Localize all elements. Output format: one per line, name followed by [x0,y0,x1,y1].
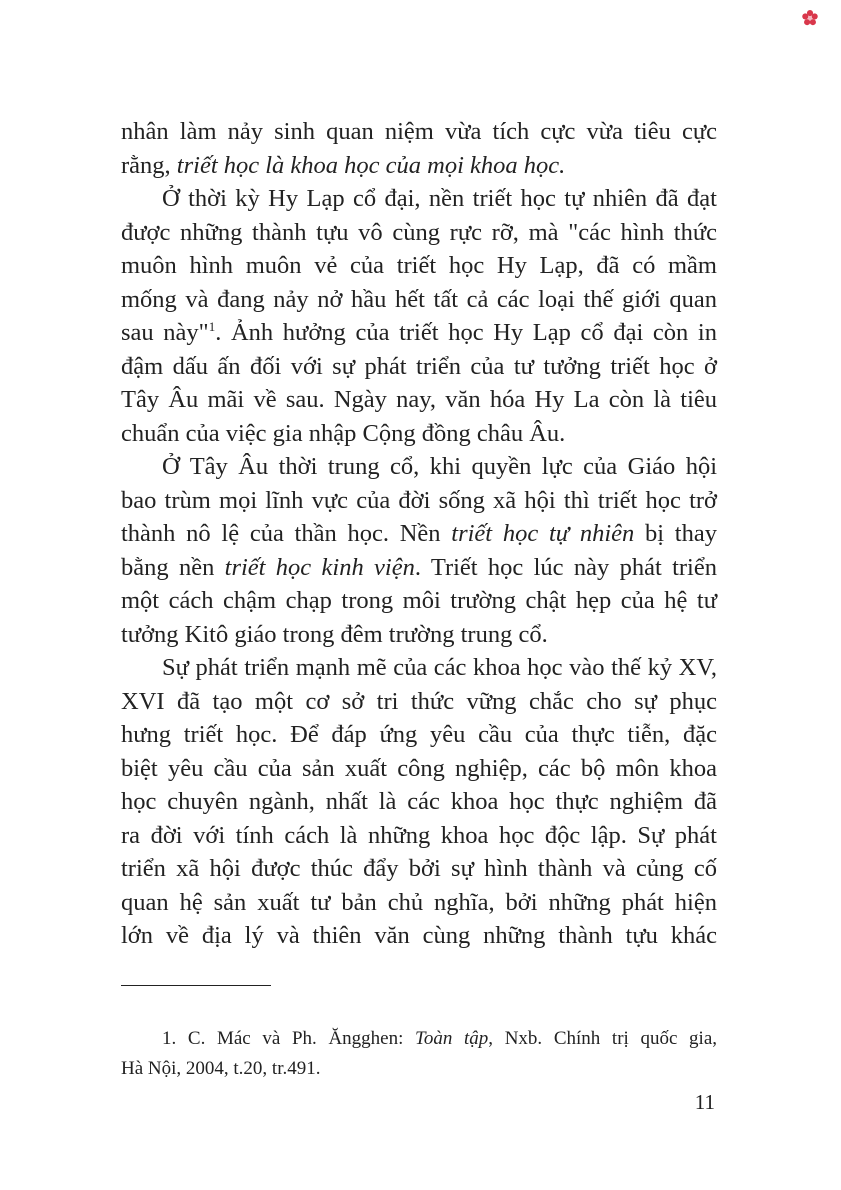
italic-title: Toàn tập [415,1028,489,1049]
text-line: biệt yêu cầu của sản xuất công nghiệp, các bộ môn khoa [121,754,717,782]
text-line: bao trùm mọi lĩnh vực của đời sống xã hội thì triết học trở [121,486,717,514]
text-line: XVI đã tạo một cơ sở tri thức vững chắc cho sự phục [121,687,717,715]
text-line: quan hệ sản xuất tư bản chủ nghĩa, bởi những phát hiện [121,888,717,916]
footnote-line: Hà Nội, 2004, t.20, tr.491. [121,1058,321,1079]
flower-icon [801,9,819,27]
body-text [121,115,717,953]
text-line: triển xã hội được thúc đẩy bởi sự hình thành và củng cố [121,855,717,882]
footnote-line: 1. C. Mác và Ph. Ăngghen: Toàn tập, Nxb. Chính trị quốc gia, [162,1028,718,1049]
text-line: mống và đang nảy nở hầu hết tất cả các loại thế giới quan [121,285,717,313]
text-line: một cách chậm chạp trong môi trường chật hẹp của hệ tư [121,587,717,614]
text-line: chuẩn của việc gia nhập Cộng đồng châu Âu. [121,419,566,447]
footnote-ref: 1 [208,319,216,334]
footnote [121,1024,717,1084]
text-line: hưng triết học. Để đáp ứng yêu cầu của thực tiễn, đặc [121,721,717,748]
text-line: lớn về địa lý và thiên văn cùng những thành tựu khác [121,922,717,949]
text-line: sau này"$^1$. Ảnh hưởng của triết học Hy Lạp cổ đại còn in [121,319,717,346]
text-line: Ở Tây Âu thời trung cổ, khi quyền lực của Giáo hội [162,453,717,480]
text-line: rằng, triết học là khoa học của mọi khoa học. [121,151,566,179]
text-line: bằng nền triết học kinh viện. Triết học lúc này phát triển [121,553,717,581]
text-line: Ở thời kỳ Hy Lạp cổ đại, nền triết học tự nhiên đã đạt [162,185,717,212]
italic-phrase: triết học tự nhiên [451,520,635,547]
italic-phrase: triết học kinh viện [224,553,415,581]
text-line: Sự phát triển mạnh mẽ của các khoa học vào thế kỷ XV, [162,654,717,681]
text-line: đậm dấu ấn đối với sự phát triển của tư tưởng triết học ở [121,352,717,380]
text-line: muôn hình muôn vẻ của triết học Hy Lạp, đã có mầm [121,252,717,279]
text-line: học chuyên ngành, nhất là các khoa học thực nghiệm đã [121,788,717,815]
text-line: ra đời với tính cách là những khoa học độc lập. Sự phát [121,821,717,849]
page-number: 11 [694,1090,715,1114]
footnote-divider [121,985,271,986]
text-line: thành nô lệ của thần học. Nền triết học tự nhiên bị thay [121,520,717,547]
text-line: tưởng Kitô giáo trong đêm trường trung cổ. [121,620,548,648]
text-line: được những thành tựu vô cùng rực rỡ, mà "các hình thức [121,218,717,246]
text-line: Tây Âu mãi về sau. Ngày nay, văn hóa Hy La còn là tiêu [121,386,717,413]
italic-phrase: triết học là khoa học của mọi khoa học. [176,151,566,179]
text-line: nhân làm nảy sinh quan niệm vừa tích cực vừa tiêu cực [121,118,717,145]
